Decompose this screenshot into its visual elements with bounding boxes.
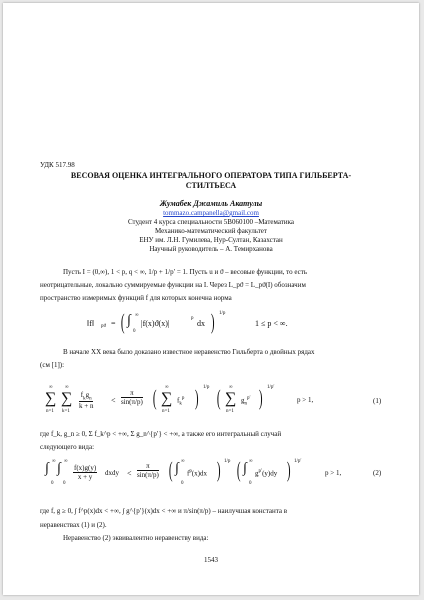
paragraph-1-line-2: неотрицательные, локально суммируемые функции на I. Через L_pϑ = L_pϑ(I) обозначим [40,281,306,289]
affiliation-line-1: Студент 4 курса специальности 5В060100 –Математика [127,218,295,226]
fraction-fx-gy: $\frac{f(x)g(y)}{x + y}$ [74,464,97,481]
affiliation-line-4: Научный руководитель – А. Темирханова [149,245,273,253]
norm-integrand: |f(x)ϑ(x)| [141,319,170,328]
norm-lhs: ‖f‖ [87,319,95,328]
affiliation-line-3: ЕНУ им. Л.Н. Гумилева, Нур-Султан, Казахстан [139,236,283,244]
equation-2-condition: p > 1, [325,469,342,477]
equation-1: ∞ ∑ n=1 ∞ ∑ k=1 $f_kg_n$ k + n < $\frac{\pi}{\sin(\pi/p)}$ ( ∞ ∑ n=1 $f_k^p$ ) 1/p ( ∞ ∑ n=1 $g_n^{p'}$ ) 1/p′ p > 1, [45,385,314,414]
paragraph-3-line-1: где f_k, g_n ≥ 0, Σ f_k^p < +∞, Σ g_n^{p′} < +∞, а также его интегральный случай [40,430,282,438]
equation-1-condition: p > 1, [297,396,314,404]
sum-sign-n: ∑ [45,390,57,407]
equation-2-number: (2) [373,469,382,477]
paper-title-line-2: СТИЛТЬЕСА [185,181,237,190]
paragraph-2: В начале XX века было доказано известное неравенство Гильберта о двойных рядах [63,348,315,356]
fraction-pi-sin-2: $\frac{\pi}{\sin(\pi/p)}$ [137,462,159,479]
integral-sign: ∫ [127,313,131,328]
page-number: 1543 [204,556,218,564]
document-page: УДК 517.98 ВЕСОВАЯ ОЦЕНКА ИНТЕГРАЛЬНОГО ОПЕРАТОРА ТИПА ГИЛЬБЕРТА- СТИЛТЬЕСА Жумабек Джамиль Акатулы tommazo.campanella@gmail.com Студент 4 курса специальности 5В060100 –Математика Механико-математический факультет ЕНУ им. Л.Н. Гумилева, Нур-Султан, Казахстан Научный руководитель – А. Темирханова Пусть I = (0,∞), 1 < p, q < ∞, 1/p + 1/p′ = 1. Пусть u и ϑ – весовые функции, то есть неотрицательные, локально суммируемые функции на I. Через L_pϑ = L_pϑ(I) обозначим пространство измеримых функций f для которых конечна норма ‖f‖ pϑ = ( ∞ ∫ 0 |f(x)ϑ(x)| p dx ) 1/p 1 ≤ p < ∞. В начале XX века было доказано известное неравенство Гильберта о двойных рядах (см [1]): ∞ ∑ n=1 ∞ ∑ k=1 $f_kg_n$ k + n < $\frac{\pi}{\sin(\pi/p)}$ ( ∞ ∑ n=1 $f_k^p$ ) 1/p ( ∞ ∑ n=1 $g_n^{p'}$ ) 1/p′ p > 1, (1) где f_k, g_n ≥ 0, Σ f_k^p < +∞, Σ g_n^{p′} < +∞, а также его интегральный случай следующего вида: ∞ ∫ 0 ∞ ∫ 0 $\frac{f(x)g(y)}{x + y}$ dxdy < $\frac{\pi}{\sin(\pi/p)}$ ( ∞ ∫ 0 $f^p(x)dx$ ) 1/p ( ∞ ∫ 0 $g^{p'}(y)dy$ ) 1/p′ p > 1, (2) где f, g ≥ 0, ∫ f^p(x)dx < +∞, ∫ g^{p′}(x)dx < +∞ и π/sin(π/p) – наилучшая константа в неравенствах (1) и (2). Неравенство (2) эквивалентно неравенству вида: 1543 [3,3,419,595]
norm-condition: 1 ≤ p < ∞. [255,319,288,328]
norm-equals: = [111,319,116,328]
sum-sign-k: ∑ [61,390,73,407]
affiliation-line-2: Механико-математический факультет [155,227,267,235]
fraction-pi-sin: $\frac{\pi}{\sin(\pi/p)}$ [121,389,143,406]
equation-1-number: (1) [373,397,382,405]
paragraph-1-line-1: Пусть I = (0,∞), 1 < p, q < ∞, 1/p + 1/p′ = 1. Пусть u и ϑ – весовые функции, то есть [63,268,308,276]
paragraph-5: Неравенство (2) эквивалентно неравенству вида: [63,534,209,542]
author-name: Жумабек Джамиль Акатулы [159,199,263,208]
udk-code: УДК 517.98 [40,161,75,169]
norm-subscript: pϑ [101,324,106,329]
paragraph-3-line-2: следующего вида: [40,443,95,451]
fraction-fk-gn: $f_kg_n$ k + n [79,391,94,411]
paper-title-line-1: ВЕСОВАЯ ОЦЕНКА ИНТЕГРАЛЬНОГО ОПЕРАТОРА ТИПА ГИЛЬБЕРТА- [70,171,352,180]
sum-sign-p: ∑ [161,390,173,407]
author-email-link[interactable]: tommazo.campanella@gmail.com [163,209,259,217]
equation-2: ∞ ∫ 0 ∞ ∫ 0 $\frac{f(x)g(y)}{x + y}$ dxdy < $\frac{\pi}{\sin(\pi/p)}$ ( ∞ ∫ 0 $f^p(x)dx$ ) 1/p ( ∞ ∫ 0 $g^{p'}(y)dy$ ) 1/p′ p > 1, [45,457,342,486]
paragraph-4-line-1: где f, g ≥ 0, ∫ f^p(x)dx < +∞, ∫ g^{p′}(x)dx < +∞ и π/sin(π/p) – наилучшая константа в [40,507,288,515]
paragraph-4-line-2: неравенствах (1) и (2). [40,521,107,529]
sum-sign-p-prime: ∑ [225,390,237,407]
paragraph-1-line-3: пространство измеримых функций f для которых конечна норма [40,294,232,302]
paragraph-2-citation: (см [1]): [40,361,65,369]
